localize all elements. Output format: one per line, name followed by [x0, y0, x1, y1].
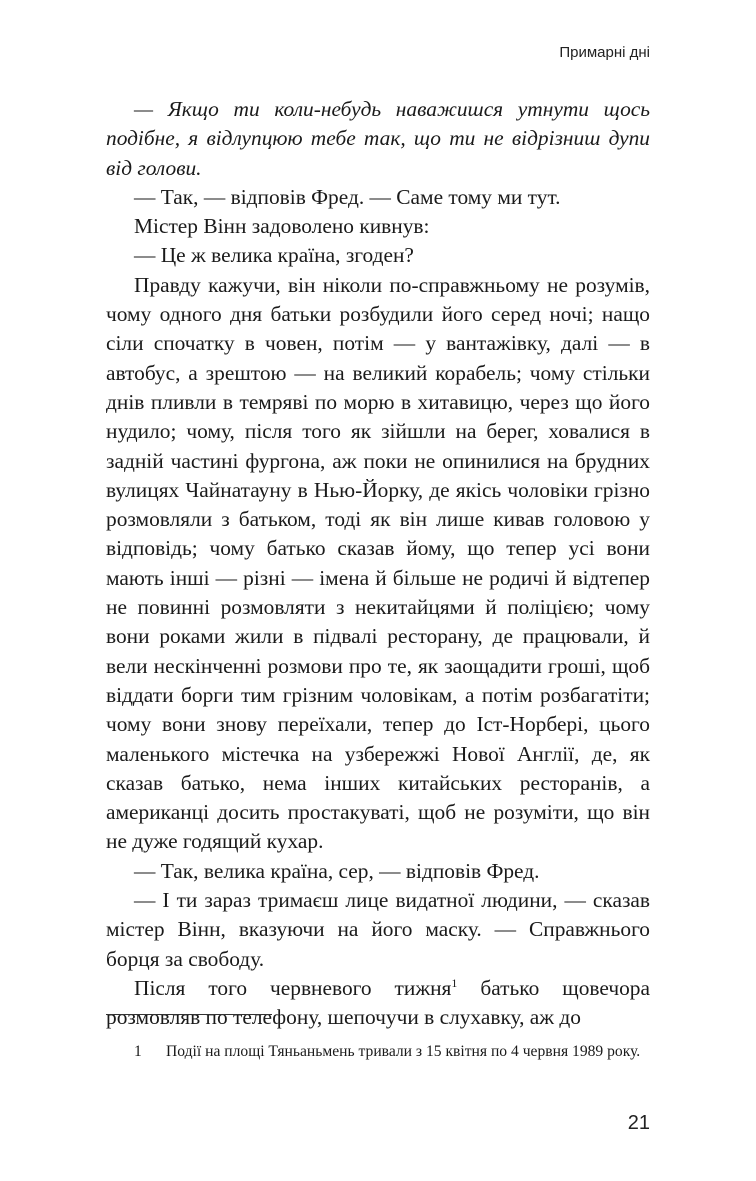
paragraph-fred-reply: — Так, — відповів Фред. — Саме тому ми тут.	[134, 184, 561, 209]
footnote-text: Події на площі Тяньаньмень тривали з 15 квітня по 4 червня 1989 року.	[166, 1043, 641, 1060]
paragraph-fred-sir: — Так, велика країна, сер, — відповів Фред.	[134, 858, 540, 883]
june-week-end: батько щовечора розмовляв по телефону, шепочучи в слухавку, аж до	[106, 975, 650, 1030]
body-text	[106, 95, 650, 1033]
paragraph-backstory: Правду кажучи, він ніколи по-справжньому не розумів, чому одного дня батьки розбудили його серед ночі; нащо сіли спочатку в човен, потім — у вантажівку, далі — в автобус, а зрештою — на великий корабель; чому стільки днів пливли в темряві по морю в хитавицю, через що його нудило; чому, після того як зійшли на берег, ховалися в задній частині фургона, аж поки не опинилися на брудних вулицях Чайнатауну в Нью-Йорку, де якісь чоловіки грізно розмовляли з батьком, тоді як він лише кивав головою у відповідь; чому батько сказав йому, що тепер усі вони мають інші — різні — імена й більше не родичі й відтепер не повинні розмовляти з некитайцями й поліцією; чому вони роками жили в підвалі ресторану, де працювали, й вели нескінченні розмови про те, як заощадити гроші, щоб віддати борги тим грізним чоловікам, а потім розбагатіти; чому вони знову переїхали, тепер до Іст-Норбері, цього маленького містечка на узбережжі Нової Англії, де, як сказав батько, нема інших китайських ресторанів, а американці досить простакуваті, щоб не розуміти, що він не дуже годящий кухар.	[106, 272, 650, 854]
paragraph-wynn-nod: Містер Вінн задоволено кивнув:	[134, 214, 430, 239]
paragraph-june-week	[106, 974, 650, 1033]
footnote-divider	[106, 1014, 272, 1015]
paragraph-big-country: — Це ж велика країна, згоден?	[134, 243, 414, 268]
paragraph-threat: — Якщо ти коли-небудь наважишся утнути щось подібне, я відлупцюю тебе так, що ти не відрізниш дупи від голови.	[106, 97, 650, 180]
paragraph-mask: — І ти зараз тримаєш лице видатної людини, — сказав містер Вінн, вказуючи на його маску. — Справжнього борця за свободу.	[106, 888, 650, 971]
footnote-number: 1	[134, 1043, 142, 1060]
footnote-marker: 1	[451, 975, 458, 990]
page-number: 21	[627, 1112, 650, 1134]
running-head: Примарні дні	[559, 44, 650, 61]
june-week-start: Після того червневого тижня	[134, 975, 452, 1000]
footnote	[106, 1040, 650, 1064]
